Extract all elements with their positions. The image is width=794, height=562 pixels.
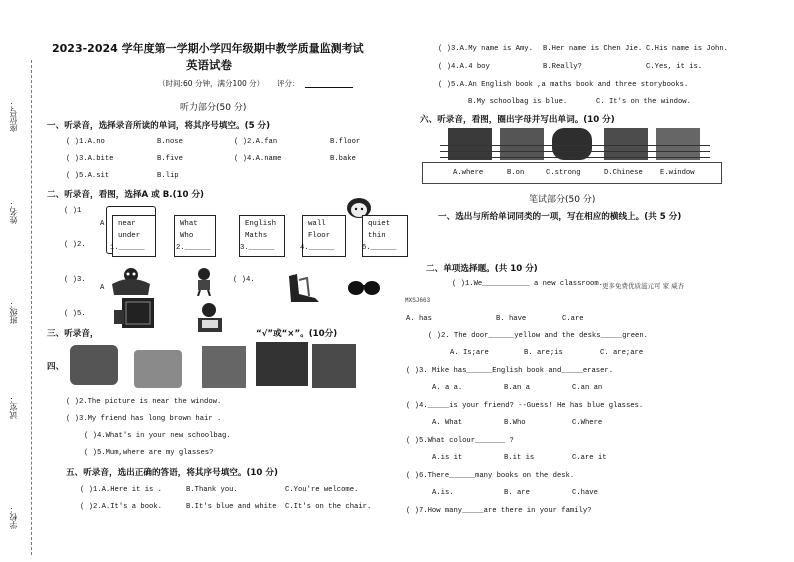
s1-r2-c4: B.bake	[330, 155, 356, 163]
s4-item-3: ( )3.My friend has long brown hair .	[66, 415, 222, 423]
s2-q2: ( )2.	[64, 241, 86, 249]
s5-r3-a: ( )3.A.My name is Amy.	[438, 45, 533, 53]
s5-r1-c: C.You're welcome.	[285, 486, 359, 494]
s6-picture-5	[656, 128, 700, 160]
s5-r3-b: B.Her name is Chen Jie.	[543, 45, 643, 53]
exam-info: （时间:60 分钟，满分100 分）	[158, 79, 265, 88]
s6-writing-line-3	[440, 157, 710, 158]
ws2-q1-opt-b: B. have	[496, 315, 527, 323]
score-label: 评分：	[277, 79, 300, 88]
s2-q1: ( )1	[64, 207, 82, 215]
s6-writing-line-1	[440, 145, 710, 146]
s5-r1-a: ( )1.A.Here it is .	[80, 486, 162, 494]
s5-r2-b: B.It's blue and white	[186, 503, 277, 511]
ws2-q5: ( )5.What colour_______ ?	[406, 437, 514, 445]
exam-room-label: 试室：	[9, 395, 18, 419]
ws2-q4-opt-c: C.Where	[572, 419, 603, 427]
ws2-q6-opt-a: A.is.	[432, 489, 454, 497]
s5-r2-a: ( )2.A.It's a book.	[80, 503, 162, 511]
boy-picture	[190, 266, 218, 296]
s6-picture-4	[604, 128, 648, 160]
s6-writing-line-2	[440, 151, 710, 152]
ws2-q1: ( )1.We___________ a new classroom.	[452, 280, 603, 288]
word-box-1-blank: 1.______	[110, 244, 145, 252]
word-box-3-blank: 3.______	[240, 244, 275, 252]
word-box-2-word1: What	[180, 220, 198, 228]
s6-option-c: C.strong	[546, 169, 581, 177]
shoes-picture	[285, 270, 325, 304]
s1-r2-c2: B.five	[157, 155, 183, 163]
ws2-q1-code: MXSJ663	[405, 297, 431, 304]
glasses-picture	[346, 276, 382, 298]
ws2-q2: ( )2. The door______yellow and the desks_____green.	[428, 332, 648, 340]
seat-label: 座位号：	[9, 100, 18, 132]
s5-r5-b: B.My schoolbag is blue.	[468, 98, 568, 106]
s5-r4-a: ( )4.A.4 boy	[438, 63, 490, 71]
ws2-q6-opt-b: B. are	[504, 489, 530, 497]
s6-option-a: A.where	[453, 169, 484, 177]
s2-q3: ( )3.	[64, 276, 86, 284]
word-box-2-word2: Who	[180, 232, 194, 240]
s5-r1-b: B.Thank you.	[186, 486, 238, 494]
ws2-q2-opt-b: B. are;is	[524, 349, 563, 357]
word-box-3-word1: English	[245, 220, 277, 228]
schoolbag-picture	[112, 296, 158, 330]
s5-r4-b: B.Really?	[543, 63, 582, 71]
section3-title: 三、听录音，	[47, 329, 99, 339]
ws2-q1-opt-a: A. has	[406, 315, 432, 323]
class-label: 班级：	[9, 300, 18, 324]
section4-label: 四、	[47, 362, 65, 372]
s6-picture-1	[448, 128, 492, 160]
ws2-q4: ( )4._____is your friend? --Guess! He has blue glasses.	[406, 402, 644, 410]
word-box-5-blank: 5.______	[362, 244, 397, 252]
word-box-5-word2: thin	[368, 232, 386, 240]
s5-r4-c: C.Yes, it is.	[646, 63, 703, 71]
binding-line	[31, 60, 32, 555]
ws2-q2-opt-c: C. are;are	[600, 349, 644, 357]
s2-letter-a: A	[100, 220, 105, 228]
s4-item-4: ( )4.What's in your new schoolbag.	[84, 432, 231, 440]
writing-section1-title: 一、选出与所给单词同类的一项，写在相应的横线上。(共 5 分)	[438, 212, 682, 222]
score-blank	[305, 87, 353, 88]
s6-option-e: E.window	[660, 169, 695, 177]
name-label: 姓名：	[9, 200, 18, 224]
writing-section2-title: 二、单项选择题。(共 10 分)	[426, 264, 538, 274]
s1-r2-c3: ( )4.A.name	[234, 155, 282, 163]
ws2-q5-opt-b: B.it is	[504, 454, 535, 462]
writing-heading: 笔试部分(50 分)	[529, 195, 596, 205]
ws2-q6: ( )6.There______many books on the desk.	[406, 472, 575, 480]
s5-r5-c: C. It's on the window.	[596, 98, 691, 106]
ws2-q6-opt-c: C.have	[572, 489, 598, 497]
ws2-q5-opt-a: A.is it	[432, 454, 463, 462]
photo-1	[70, 345, 118, 385]
word-box-4-blank: 4.______	[300, 244, 335, 252]
word-box-3-word2: Maths	[245, 232, 268, 240]
s2-q5: ( )5.	[64, 310, 86, 318]
s1-r3-c1: ( )5.A.sit	[66, 172, 110, 180]
s5-r5-a: ( )5.A.An English book ,a maths book and three storybooks.	[438, 81, 689, 89]
ws2-q5-opt-c: C.are it	[572, 454, 607, 462]
ws2-q3-opt-b: B.an a	[504, 384, 530, 392]
exam-title: 2023-2024 学年度第一学期小学四年级期中教学质量监测考试	[52, 42, 364, 55]
s2-q3-letter-a: A	[100, 284, 105, 292]
ws2-q3-opt-a: A. a a.	[432, 384, 463, 392]
ws2-q7: ( )7.How many_____are there in your family?	[406, 507, 592, 515]
photo-4	[256, 342, 308, 386]
section3-title-rest: “√”或“×”。(10分)	[256, 329, 338, 339]
s1-r3-c2: B.lip	[157, 172, 179, 180]
photo-3	[202, 346, 246, 388]
s1-r1-c4: B.floor	[330, 138, 361, 146]
photo-5	[312, 344, 356, 388]
s6-picture-3	[552, 128, 592, 160]
s6-option-b: B.on	[507, 169, 525, 177]
reading-boy-picture	[192, 300, 230, 336]
word-box-4-word1: wall	[308, 220, 326, 228]
ws2-q1-note: 更多免费优质滋元可 家 威杏	[602, 282, 685, 290]
word-box-4-word2: Floor	[308, 232, 331, 240]
ws2-q4-opt-b: B.Who	[504, 419, 526, 427]
exam-subtitle: 英语试卷	[186, 58, 232, 72]
word-box-1-word1: near	[118, 220, 136, 228]
section2-title: 二、听录音，看图，选择A 或 B.(10 分)	[47, 190, 204, 200]
ws2-q3: ( )3. Mike has______English book and_____eraser.	[406, 367, 614, 375]
s6-picture-2	[500, 128, 544, 160]
strong-man-picture	[110, 266, 152, 296]
section6-title: 六、听录音，看图，圈出字母并写出单词。(10 分)	[420, 115, 615, 125]
ws2-q1-opt-c: C.are	[562, 315, 584, 323]
word-box-2-blank: 2.______	[176, 244, 211, 252]
s4-item-5: ( )5.Mum,where are my glasses?	[84, 449, 214, 457]
ws2-q3-opt-c: C.an an	[572, 384, 603, 392]
word-box-1-word2: under	[118, 232, 141, 240]
s6-option-d: D.Chinese	[604, 169, 643, 177]
ws2-q4-opt-a: A. What	[432, 419, 463, 427]
s5-r2-c: C.It's on the chair.	[285, 503, 372, 511]
ws2-q2-opt-a: A. Is;are	[450, 349, 489, 357]
s1-r1-c1: ( )1.A.no	[66, 138, 105, 146]
word-box-5-word1: quiet	[368, 220, 391, 228]
s4-item-2: ( )2.The picture is near the window.	[66, 398, 222, 406]
s1-r2-c1: ( )3.A.bite	[66, 155, 114, 163]
section5-title: 五、听录音，选出正确的答语，将其序号填空。(10 分)	[66, 468, 278, 478]
section1-title: 一、听录音，选择录音所读的单词，将其序号填空。(5 分)	[47, 121, 271, 131]
s2-q4: ( )4.	[233, 276, 255, 284]
school-label: 学校：	[9, 505, 18, 529]
s1-r1-c3: ( )2.A.fan	[234, 138, 278, 146]
listening-heading: 听力部分(50 分)	[180, 103, 247, 113]
s1-r1-c2: B.nose	[157, 138, 183, 146]
photo-2	[134, 350, 182, 388]
s5-r3-c: C.His name is John.	[646, 45, 728, 53]
